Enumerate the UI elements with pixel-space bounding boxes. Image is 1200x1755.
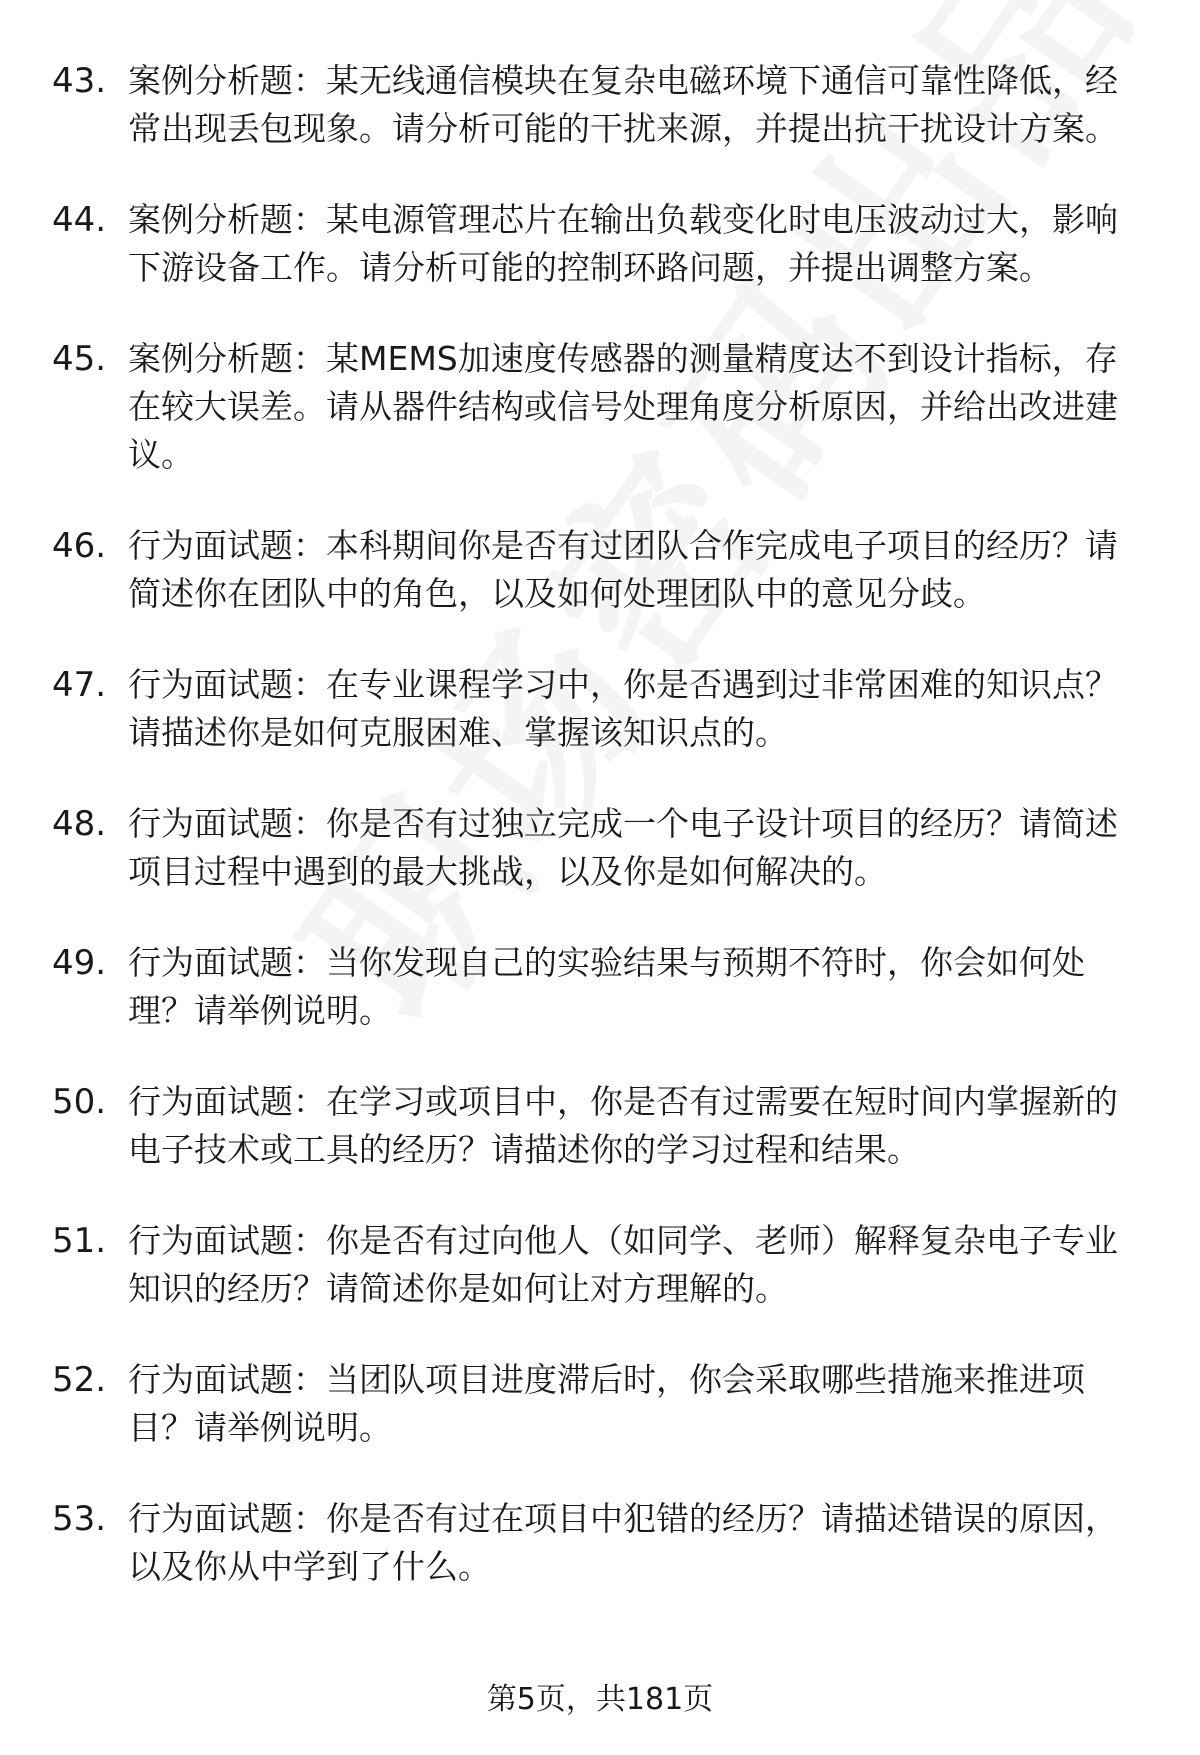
question-number: 46.	[52, 526, 107, 566]
question-item	[0, 1495, 1200, 1591]
question-item	[0, 57, 1200, 153]
question-text: 案例分析题：某电源管理芯片在输出负载变化时电压波动过大，影响下游设备工作。请分析可能的控制环路问题，并提出调整方案。	[128, 200, 1118, 287]
question-number: 47.	[52, 665, 107, 705]
question-item	[0, 335, 1200, 479]
question-item	[0, 196, 1200, 292]
question-item	[0, 1078, 1200, 1174]
question-item	[0, 522, 1200, 618]
page-number-footer: 第5页，共181页	[486, 1682, 714, 1717]
question-number: 52.	[52, 1360, 107, 1400]
question-item	[0, 1356, 1200, 1452]
question-item	[0, 1217, 1200, 1313]
question-item	[0, 661, 1200, 757]
question-list	[0, 57, 1200, 1634]
question-item	[0, 939, 1200, 1035]
question-item	[0, 800, 1200, 896]
question-text: 行为面试题：你是否有过向他人（如同学、老师）解释复杂电子专业知识的经历？请简述你是如何让对方理解的。	[128, 1221, 1118, 1308]
question-text: 行为面试题：在专业课程学习中，你是否遇到过非常困难的知识点？请描述你是如何克服困难、掌握该知识点的。	[128, 665, 1118, 752]
question-text: 行为面试题：本科期间你是否有过团队合作完成电子项目的经历？请简述你在团队中的角色，以及如何处理团队中的意见分歧。	[128, 526, 1118, 613]
question-number: 51.	[52, 1221, 107, 1261]
question-text: 案例分析题：某MEMS加速度传感器的测量精度达不到设计指标，存在较大误差。请从器件结构或信号处理角度分析原因，并给出改进建议。	[128, 339, 1118, 474]
question-number: 53.	[52, 1499, 107, 1539]
question-text: 行为面试题：你是否有过在项目中犯错的经历？请描述错误的原因，以及你从中学到了什么。	[128, 1499, 1118, 1586]
question-text: 行为面试题：你是否有过独立完成一个电子设计项目的经历？请简述项目过程中遇到的最大挑战，以及你是如何解决的。	[128, 804, 1118, 891]
question-number: 44.	[52, 200, 107, 240]
question-text: 行为面试题：在学习或项目中，你是否有过需要在短时间内掌握新的电子技术或工具的经历？请描述你的学习过程和结果。	[128, 1082, 1118, 1169]
question-text: 案例分析题：某无线通信模块在复杂电磁环境下通信可靠性降低，经常出现丢包现象。请分析可能的干扰来源，并提出抗干扰设计方案。	[128, 61, 1118, 148]
question-number: 48.	[52, 804, 107, 844]
question-number: 49.	[52, 943, 107, 983]
question-text: 行为面试题：当团队项目进度滞后时，你会采取哪些措施来推进项目？请举例说明。	[128, 1360, 1085, 1447]
question-number: 43.	[52, 61, 107, 101]
question-text: 行为面试题：当你发现自己的实验结果与预期不符时，你会如何处理？请举例说明。	[128, 943, 1085, 1030]
question-number: 50.	[52, 1082, 107, 1122]
question-number: 45.	[52, 339, 107, 379]
